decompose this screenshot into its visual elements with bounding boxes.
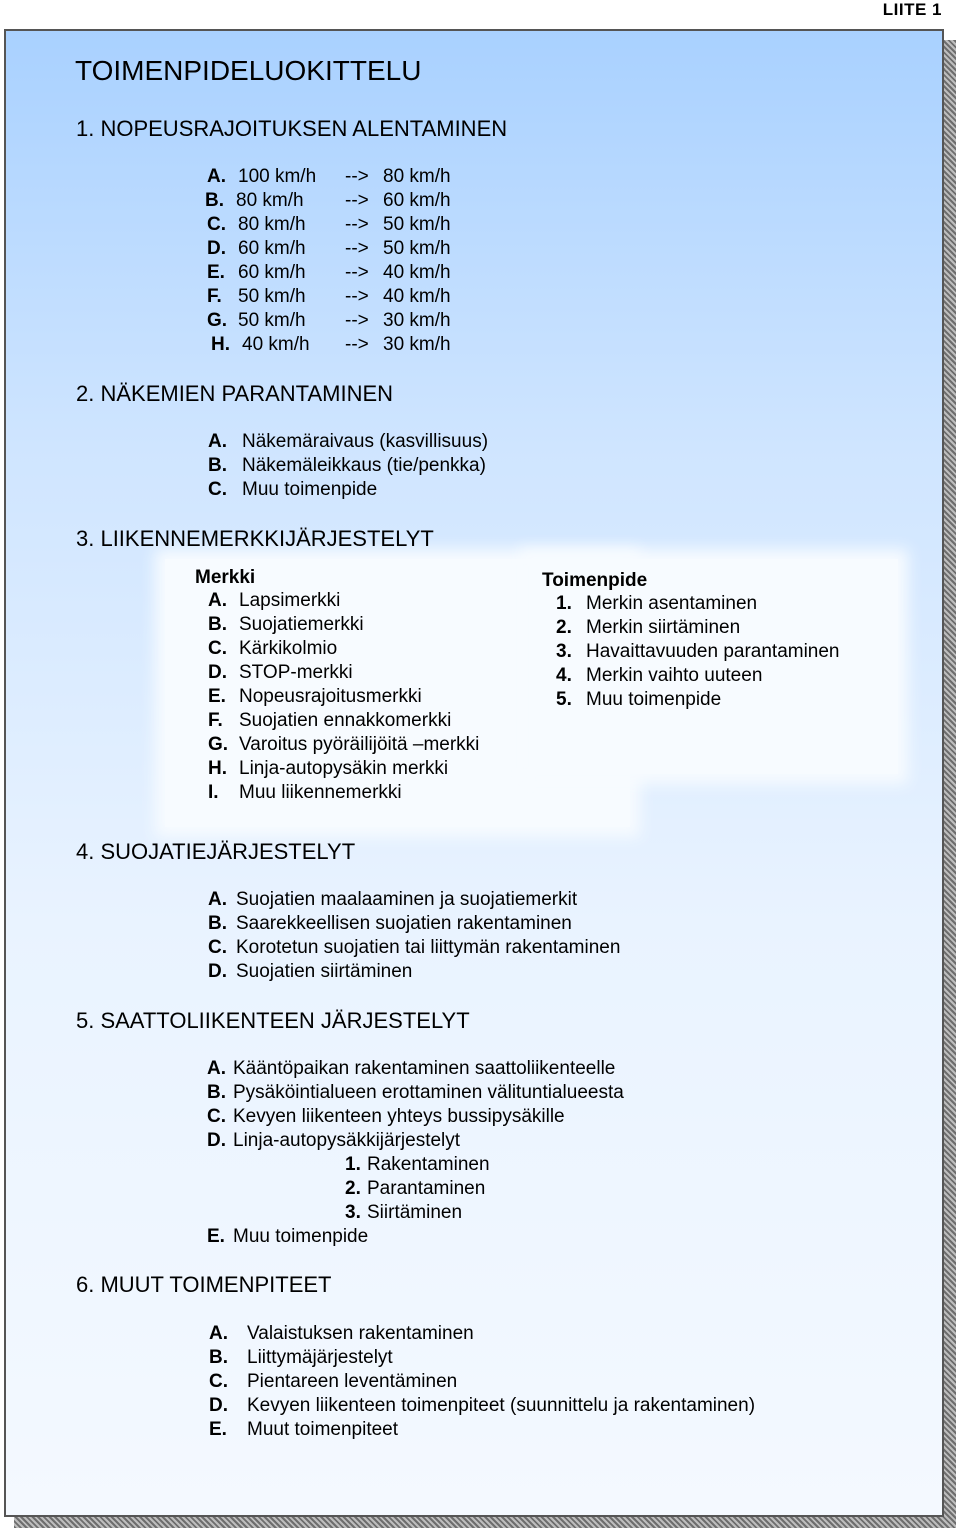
list-item-letter: E. bbox=[207, 1226, 225, 1247]
document-title: TOIMENPIDELUOKITTELU bbox=[75, 55, 422, 86]
speed-to: 30 km/h bbox=[383, 310, 451, 331]
list-item-letter: C. bbox=[207, 214, 226, 235]
speed-from: 50 km/h bbox=[238, 286, 306, 307]
list-item-letter: D. bbox=[207, 1130, 226, 1151]
list-item-text: Liittymäjärjestelyt bbox=[247, 1347, 393, 1368]
list-item-text: Korotetun suojatien tai liittymän rakentaminen bbox=[236, 937, 621, 958]
sub-item-text: Rakentaminen bbox=[367, 1154, 490, 1175]
arrow-text: --> bbox=[345, 166, 369, 187]
sub-item-letter: 3. bbox=[345, 1202, 361, 1223]
arrow-text: --> bbox=[345, 262, 369, 283]
list-item-letter: G. bbox=[208, 734, 229, 755]
speed-to: 30 km/h bbox=[383, 334, 451, 355]
list-item-text: Nopeusrajoitusmerkki bbox=[239, 686, 422, 707]
sub-item-letter: 2. bbox=[345, 1178, 361, 1199]
list-item-letter: 3. bbox=[556, 641, 572, 662]
list-item-letter: D. bbox=[209, 1395, 228, 1416]
sub-item-text: Parantaminen bbox=[367, 1178, 486, 1199]
list-item-letter: H. bbox=[211, 334, 230, 355]
speed-to: 50 km/h bbox=[383, 214, 451, 235]
section-3-heading: 3. LIIKENNEMERKKIJÄRJESTELYT bbox=[76, 526, 434, 551]
list-item-letter: C. bbox=[207, 1106, 226, 1127]
sub-item-text: Siirtäminen bbox=[367, 1202, 463, 1223]
speed-from: 80 km/h bbox=[238, 214, 306, 235]
speed-from: 60 km/h bbox=[238, 238, 306, 259]
list-item-letter: A. bbox=[207, 166, 226, 187]
list-item-text: Merkin asentaminen bbox=[586, 593, 758, 614]
list-item-text: Näkemäraivaus (kasvillisuus) bbox=[242, 431, 489, 452]
list-item-letter: E. bbox=[209, 1419, 227, 1440]
list-item-letter: F. bbox=[208, 710, 223, 731]
speed-to: 40 km/h bbox=[383, 286, 451, 307]
list-item-letter: F. bbox=[207, 286, 222, 307]
arrow-text: --> bbox=[345, 190, 369, 211]
list-item-letter: C. bbox=[209, 1371, 228, 1392]
list-item-text: STOP-merkki bbox=[239, 662, 353, 683]
list-item-letter: I. bbox=[208, 782, 219, 803]
list-item-text: Lapsimerkki bbox=[239, 590, 341, 611]
speed-from: 100 km/h bbox=[238, 166, 317, 187]
speed-to: 50 km/h bbox=[383, 238, 451, 259]
list-item-text: Muu toimenpide bbox=[233, 1226, 369, 1247]
speed-from: 50 km/h bbox=[238, 310, 306, 331]
list-item-text: Näkemäleikkaus (tie/penkka) bbox=[242, 455, 486, 476]
list-item-text: Suojatiemerkki bbox=[239, 614, 364, 635]
list-item-text: Merkin siirtäminen bbox=[586, 617, 741, 638]
list-item-letter: D. bbox=[207, 238, 226, 259]
list-item-text: Muu toimenpide bbox=[586, 689, 722, 710]
list-item-text: Muu liikennemerkki bbox=[239, 782, 402, 803]
speed-to: 60 km/h bbox=[383, 190, 451, 211]
arrow-text: --> bbox=[345, 238, 369, 259]
list-item-letter: E. bbox=[208, 686, 226, 707]
arrow-text: --> bbox=[345, 214, 369, 235]
speed-from: 80 km/h bbox=[236, 190, 304, 211]
list-item-text: Kärkikolmio bbox=[239, 638, 338, 659]
list-item-letter: D. bbox=[208, 961, 227, 982]
list-item-letter: E. bbox=[207, 262, 225, 283]
list-item-letter: B. bbox=[208, 455, 227, 476]
list-item-letter: C. bbox=[208, 937, 227, 958]
list-item-letter: D. bbox=[208, 662, 227, 683]
list-item-text: Kevyen liikenteen toimenpiteet (suunnittelu ja rakentaminen) bbox=[247, 1395, 756, 1416]
list-item-letter: 4. bbox=[556, 665, 572, 686]
list-item-text: Havaittavuuden parantaminen bbox=[586, 641, 840, 662]
list-item-text: Muu toimenpide bbox=[242, 479, 378, 500]
sub-item-letter: 1. bbox=[345, 1154, 361, 1175]
list-item-text: Pientareen leventäminen bbox=[247, 1371, 458, 1392]
list-item-text: Suojatien maalaaminen ja suojatiemerkit bbox=[236, 889, 578, 910]
list-item-letter: H. bbox=[208, 758, 227, 779]
action-column-title: Toimenpide bbox=[542, 570, 648, 591]
list-item-letter: A. bbox=[208, 431, 227, 452]
list-item-text: Kevyen liikenteen yhteys bussipysäkille bbox=[233, 1106, 565, 1127]
list-item-letter: 5. bbox=[556, 689, 572, 710]
list-item-text: Kääntöpaikan rakentaminen saattoliikenteelle bbox=[233, 1058, 616, 1079]
section-5-heading: 5. SAATTOLIIKENTEEN JÄRJESTELYT bbox=[76, 1008, 470, 1033]
appendix-label: LIITE 1 bbox=[882, 0, 942, 19]
section-1-heading: 1. NOPEUSRAJOITUKSEN ALENTAMINEN bbox=[76, 116, 508, 141]
sign-column-title: Merkki bbox=[195, 567, 256, 588]
list-item-text: Merkin vaihto uuteen bbox=[586, 665, 763, 686]
list-item-text: Muut toimenpiteet bbox=[247, 1419, 399, 1440]
list-item-letter: B. bbox=[205, 190, 224, 211]
speed-to: 80 km/h bbox=[383, 166, 451, 187]
list-item-letter: B. bbox=[209, 1347, 228, 1368]
list-item-letter: A. bbox=[208, 889, 227, 910]
list-item-text: Pysäköintialueen erottaminen välituntialueesta bbox=[233, 1082, 624, 1103]
arrow-text: --> bbox=[345, 310, 369, 331]
list-item-letter: A. bbox=[207, 1058, 226, 1079]
section-4-heading: 4. SUOJATIEJÄRJESTELYT bbox=[76, 839, 356, 864]
list-item-letter: 1. bbox=[556, 593, 572, 614]
list-item-text: Linja-autopysäkin merkki bbox=[239, 758, 449, 779]
section-2-heading: 2. NÄKEMIEN PARANTAMINEN bbox=[76, 381, 394, 406]
list-item-letter: A. bbox=[208, 590, 227, 611]
speed-to: 40 km/h bbox=[383, 262, 451, 283]
list-item-letter: C. bbox=[208, 638, 227, 659]
list-item-letter: C. bbox=[208, 479, 227, 500]
list-item-text: Linja-autopysäkkijärjestelyt bbox=[233, 1130, 461, 1151]
list-item-letter: B. bbox=[208, 913, 227, 934]
list-item-letter: A. bbox=[209, 1323, 228, 1344]
speed-from: 60 km/h bbox=[238, 262, 306, 283]
list-item-letter: G. bbox=[207, 310, 228, 331]
list-item-letter: 2. bbox=[556, 617, 572, 638]
list-item-text: Varoitus pyöräilijöitä –merkki bbox=[239, 734, 480, 755]
list-item-text: Suojatien siirtäminen bbox=[236, 961, 413, 982]
list-item-text: Valaistuksen rakentaminen bbox=[247, 1323, 474, 1344]
list-item-text: Saarekkeellisen suojatien rakentaminen bbox=[236, 913, 572, 934]
arrow-text: --> bbox=[345, 286, 369, 307]
section-6-heading: 6. MUUT TOIMENPITEET bbox=[76, 1272, 332, 1297]
list-item-text: Suojatien ennakkomerkki bbox=[239, 710, 452, 731]
list-item-letter: B. bbox=[208, 614, 227, 635]
arrow-text: --> bbox=[345, 334, 369, 355]
speed-from: 40 km/h bbox=[242, 334, 310, 355]
list-item-letter: B. bbox=[207, 1082, 226, 1103]
